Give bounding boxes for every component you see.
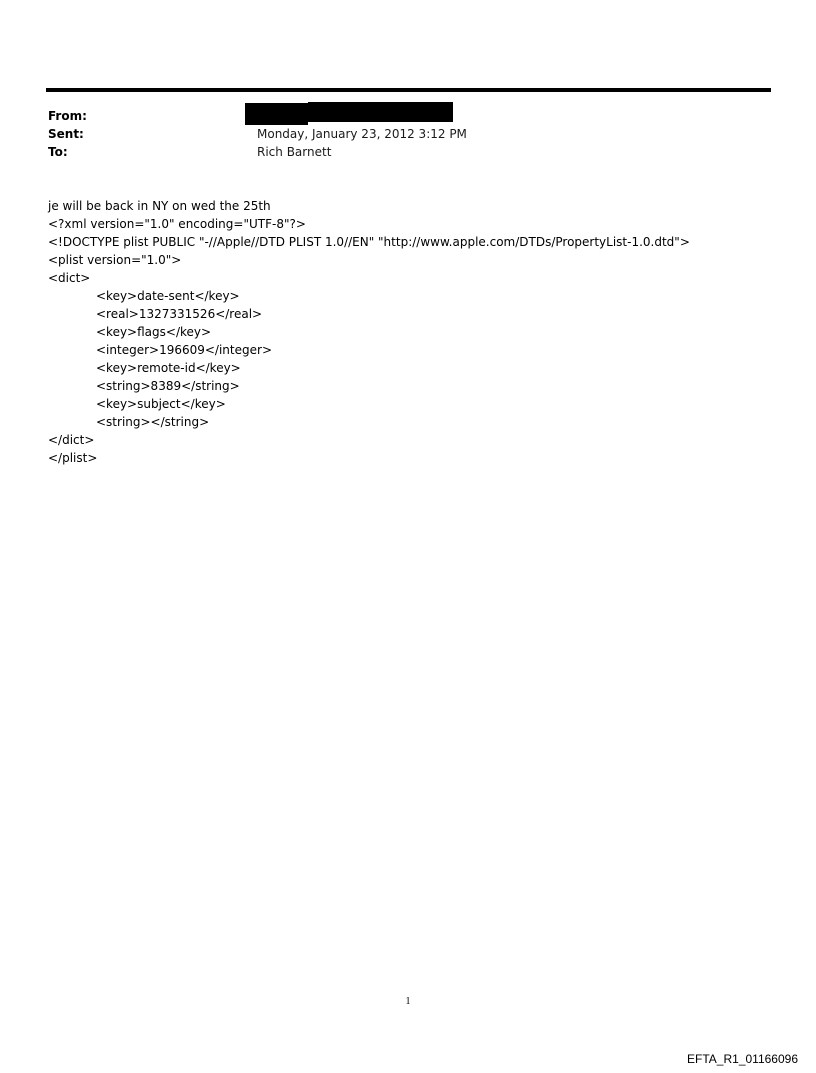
body-line: </plist>: [48, 451, 98, 465]
body-line: <key>remote-id</key>: [96, 361, 241, 375]
body-line: je will be back in NY on wed the 25th: [48, 199, 271, 213]
page-number: 1: [405, 996, 411, 1007]
body-line: </dict>: [48, 433, 95, 447]
body-line: <integer>196609</integer>: [96, 343, 272, 357]
body-line: <key>date-sent</key>: [96, 289, 240, 303]
from-redaction-block-1: [245, 103, 308, 125]
body-line: <string></string>: [96, 415, 210, 429]
body-line: <real>1327331526</real>: [96, 307, 263, 321]
body-line: <plist version="1.0">: [48, 253, 182, 267]
bates-number: EFTA_R1_01166096: [687, 1052, 798, 1066]
to-label: To:: [48, 145, 68, 159]
body-line: <dict>: [48, 271, 91, 285]
email-body: [48, 197, 690, 467]
body-line: <key>subject</key>: [96, 397, 226, 411]
to-value: Rich Barnett: [257, 145, 332, 159]
body-line: <?xml version="1.0" encoding="UTF-8"?>: [48, 217, 306, 231]
sent-value: Monday, January 23, 2012 3:12 PM: [257, 127, 467, 141]
from-label: From:: [48, 109, 87, 123]
header-rule: [46, 88, 771, 92]
body-line: <!DOCTYPE plist PUBLIC "-//Apple//DTD PLIST 1.0//EN" "http://www.apple.com/DTDs/PropertyList-1.0.dtd">: [48, 235, 690, 249]
from-redaction-block-2: [308, 102, 453, 122]
sent-label: Sent:: [48, 127, 84, 141]
body-line: <string>8389</string>: [96, 379, 240, 393]
body-line: <key>flags</key>: [96, 325, 212, 339]
